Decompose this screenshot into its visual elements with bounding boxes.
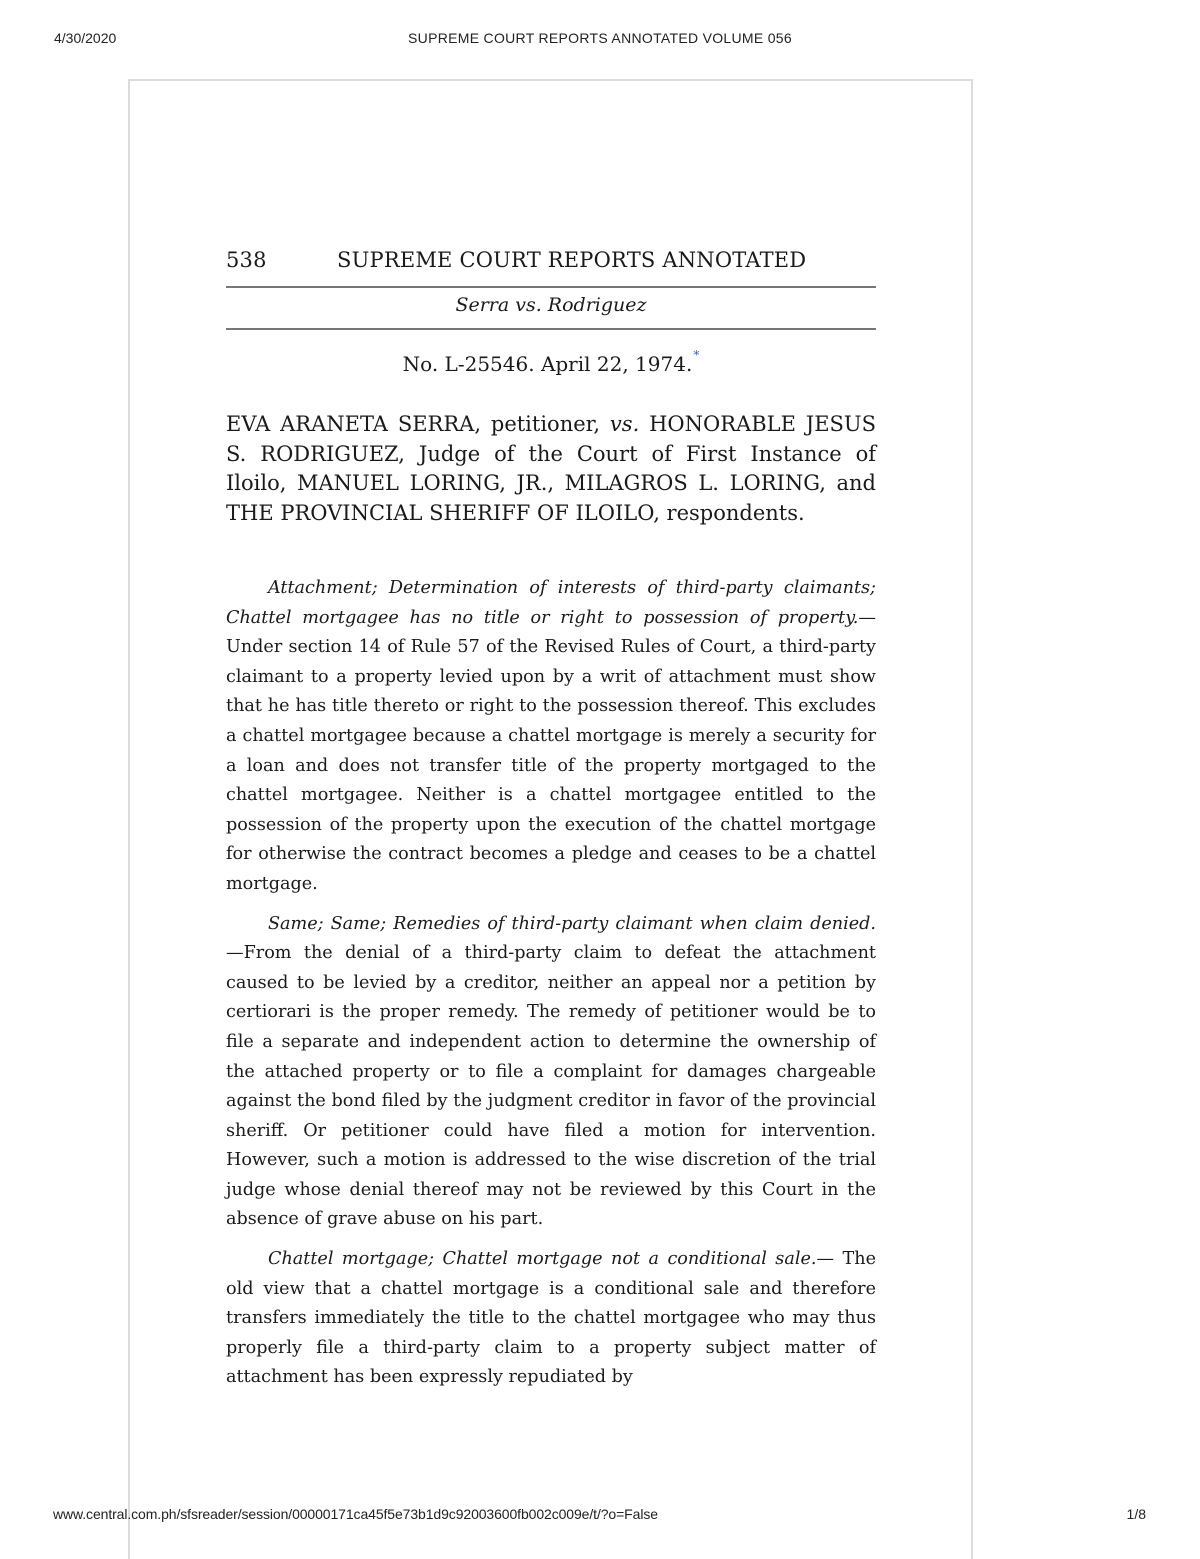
syllabus [226, 574, 876, 1393]
parties-text-1: EVA ARANETA SERRA, petitioner, [226, 412, 610, 436]
print-date: 4/30/2020 [54, 30, 117, 46]
syllabus-topic: Attachment; Determination of interests of third-party claimants; Chattel mortgagee has no title or right to possession of property. [226, 578, 876, 628]
print-title: SUPREME COURT REPORTS ANNOTATED VOLUME 056 [408, 30, 792, 46]
docket-text: No. L-25546. April 22, 1974. [402, 352, 693, 376]
print-header [0, 30, 1200, 50]
syllabus-paragraph [226, 910, 876, 1236]
case-caption: Serra vs. Rodriguez [455, 294, 647, 316]
docket-line [226, 348, 876, 376]
syllabus-text: — The old view that a chattel mortgage is a conditional sale and therefore transfers immediately the title to the chattel mortgagee who may thus properly file a third-party claim to a property subject matter of attachment has been expressly repudiated by [226, 1249, 876, 1388]
running-head [226, 248, 876, 286]
header-rule-bottom [226, 328, 876, 330]
footnote-link[interactable]: * [693, 348, 700, 362]
syllabus-paragraph [226, 574, 876, 900]
syllabus-text: —Under section 14 of Rule 57 of the Revised Rules of Court, a third-party claimant to a property levied upon by a writ of attachment must show that he has title thereto or right to the possession thereof. This excludes a chattel mortgagee because a chattel mortgage is merely a security for a loan and does not transfer title of the property mortgaged to the chattel mortgagee. Neither is a chattel mortgagee entitled to the possession of the property upon the execution of the chattel mortgage for otherwise the contract becomes a pledge and ceases to be a chattel mortgage. [226, 607, 876, 894]
parties-text-2: HONORABLE JESUS S. RODRIGUEZ, Judge of the Court of First Instance of Iloilo, MANUEL LORING, JR., MILAGROS L. LORING, and THE PROVINCIAL SHERIFF OF ILOILO, respondents. [226, 412, 876, 525]
syllabus-paragraph [226, 1245, 876, 1393]
print-url: www.central.com.ph/sfsreader/session/00000171ca45f5e73b1d9c92003600fb002c009e/t/?o=False [53, 1506, 658, 1522]
print-footer [0, 1506, 1200, 1526]
header-rule-top [226, 286, 876, 288]
page-indicator: 1/8 [1126, 1506, 1146, 1522]
syllabus-topic: Chattel mortgage; Chattel mortgage not a conditional sale. [268, 1249, 817, 1270]
page-number: 538 [226, 248, 267, 272]
document-content [226, 248, 876, 1403]
syllabus-topic: Same; Same; Remedies of third-party claimant when claim denied. [268, 913, 876, 934]
syllabus-text: —From the denial of a third-party claim to defeat the attachment caused to be levied by a creditor, neither an appeal nor a petition by certiorari is the proper remedy. The remedy of petitioner would be to file a separate and independent action to determine the ownership of the attached property or to file a complaint for damages chargeable against the bond filed by the judgment creditor in favor of the provincial sheriff. Or petitioner could have filed a motion for intervention. However, such a motion is addressed to the wise discretion of the trial judge whose denial thereof may not be reviewed by this Court in the absence of grave abuse on his part. [226, 943, 876, 1230]
reporter-title: SUPREME COURT REPORTS ANNOTATED [337, 248, 807, 272]
parties-block [226, 410, 876, 528]
parties-vs: vs. [609, 412, 640, 436]
